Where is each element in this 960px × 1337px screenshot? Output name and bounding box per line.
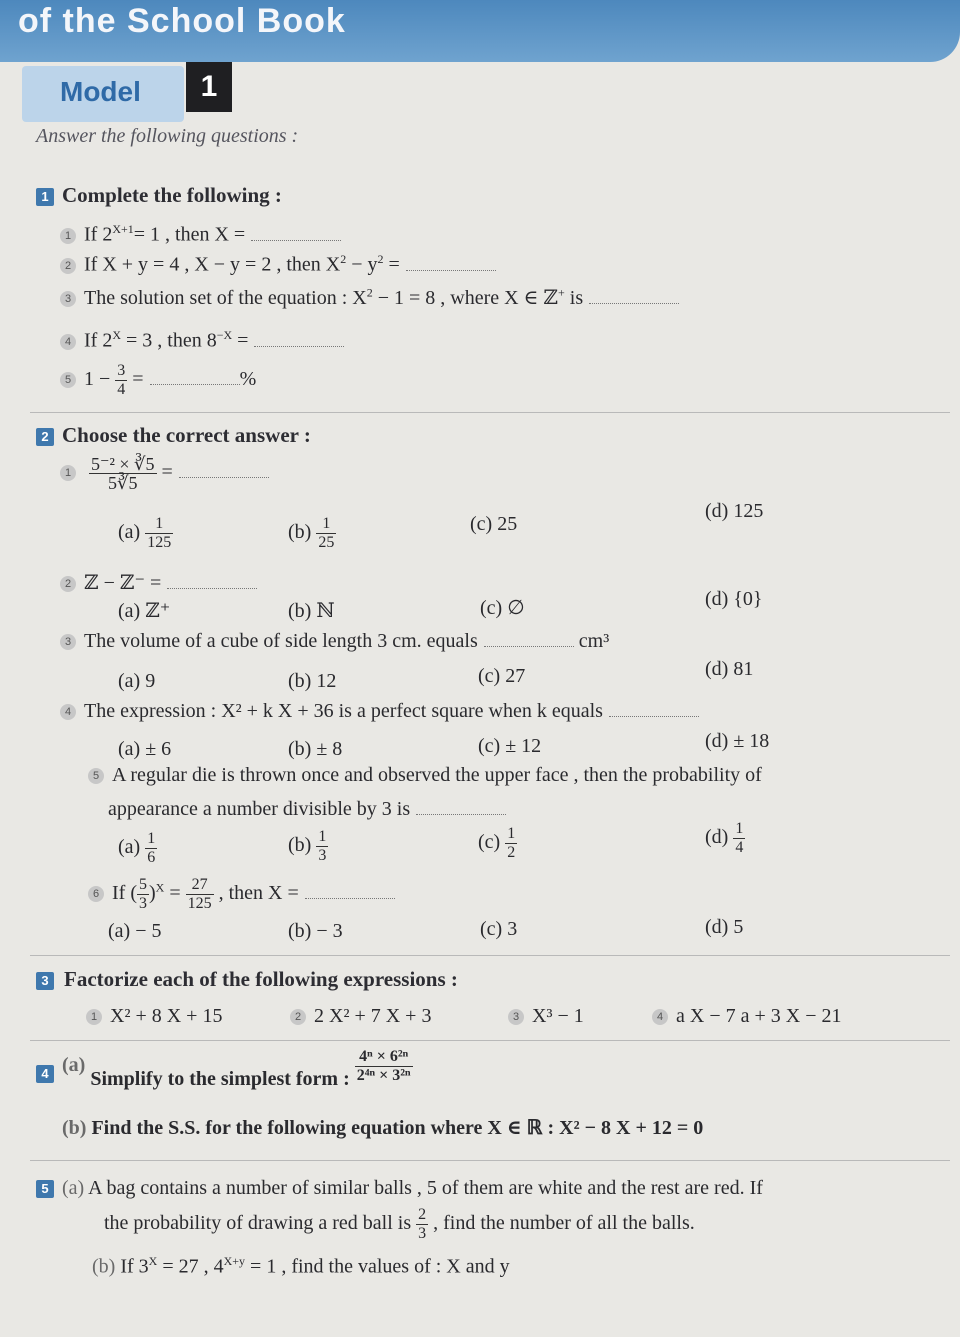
s2-q4-option-c[interactable]: (c) ± 12: [478, 735, 542, 757]
s2-q4-option-b[interactable]: (b) ± 8: [288, 738, 343, 760]
banner-text: of the School Book: [18, 2, 346, 40]
question-number-icon: 1: [60, 465, 76, 481]
s2-q5-option-b[interactable]: (b) $\frac{1}{3}$: [288, 828, 327, 864]
s2-q4-option-a[interactable]: (a) ± 6: [118, 738, 172, 760]
s1-question-1: 1 If $2^{X+1}= 1$ , then X =: [60, 222, 341, 247]
s2-q5-option-d[interactable]: (d) $\frac{1}{4}$: [705, 820, 744, 856]
question-number-icon: 1: [86, 1009, 102, 1025]
divider: [30, 955, 950, 956]
s2-q2-option-c[interactable]: (c) ∅: [480, 597, 525, 619]
model-label: Model: [60, 76, 141, 107]
divider: [30, 1160, 950, 1161]
s2-q6-option-a[interactable]: (a) − 5: [108, 920, 162, 942]
s2-q3-option-d[interactable]: (d) 81: [705, 658, 754, 680]
divider: [30, 412, 950, 413]
s2-question-2: 2 ℤ − ℤ⁻ =: [60, 570, 257, 595]
s4-part-a: (a) Simplify to the simplest form : $\frac{\text{4ⁿ × 6²ⁿ}}{\text{2⁴ⁿ × 3²ⁿ}}$: [62, 1048, 411, 1091]
s1-question-5: 5 1 − $\frac{3}{4}$ = %: [60, 362, 256, 399]
question-number-icon: 1: [60, 228, 76, 244]
question-number-icon: 4: [652, 1009, 668, 1025]
s2-q6-option-c[interactable]: (c) 3: [480, 918, 518, 940]
section-3-number: 3: [36, 972, 54, 990]
s2-q3-option-b[interactable]: (b) 12: [288, 670, 337, 692]
question-number-icon: 3: [60, 291, 76, 307]
s1-question-2: 2 If X + y = 4 , X − y = 2 , then $X^2 - y^2$ =: [60, 252, 496, 277]
s2-q3-option-a[interactable]: (a) 9: [118, 670, 156, 692]
s2-question-1: 1 $\frac{\text{5⁻² × ∛5}}{5∛5}$ =: [60, 455, 269, 492]
s2-q1-option-c[interactable]: (c) 25: [470, 513, 518, 535]
s2-q1-option-a[interactable]: (a) $\frac{1}{125}$: [118, 515, 172, 551]
s2-q1-option-d[interactable]: (d) 125: [705, 500, 764, 522]
s4-part-b: (b) Find the S.S. for the following equation where X ∈ ℝ : X² − 8 X + 12 = 0: [62, 1117, 704, 1139]
s2-question-4: 4 The expression : X² + k X + 36 is a perfect square when k equals: [60, 700, 699, 723]
s2-q5-option-a[interactable]: (a) $\frac{1}{6}$: [118, 830, 156, 866]
s3-item-1: 1 X² + 8 X + 15: [86, 1005, 222, 1028]
s3-item-2: 2 2 X² + 7 X + 3: [290, 1005, 431, 1028]
divider: [30, 1040, 950, 1041]
instruction: Answer the following questions :: [36, 125, 299, 147]
s5-part-a-line-1: (a) A bag contains a number of similar balls , 5 of them are white and the rest are red. If: [62, 1177, 763, 1199]
s5-part-a-line-2: the probability of drawing a red ball is $\frac{2}{3}$ , find the number of all the balls.: [104, 1206, 695, 1242]
s2-q2-option-b[interactable]: (b) ℕ: [288, 600, 335, 622]
s1-question-3: 3 The solution set of the equation : $X^2 - 1 = 8$ , where X ∈ ℤ+ is: [60, 285, 679, 310]
question-number-icon: 2: [60, 258, 76, 274]
s5-part-b: (b) If $3^X = 27$ , $4^{X+y} = 1$ , find the values of : X and y: [92, 1254, 510, 1278]
s2-q2-option-a[interactable]: (a) ℤ⁺: [118, 600, 171, 622]
section-1-title: Complete the following :: [62, 183, 282, 207]
section-3-title: Factorize each of the following expressions :: [64, 967, 458, 991]
s2-q4-option-d[interactable]: (d) ± 18: [705, 730, 770, 752]
s3-item-4: 4 a X − 7 a + 3 X − 21: [652, 1005, 841, 1028]
section-1-number: 1: [36, 188, 54, 206]
section-5-number: 5: [36, 1180, 54, 1198]
section-2-number: 2: [36, 428, 54, 446]
model-tag: [22, 66, 184, 122]
question-number-icon: 4: [60, 334, 76, 350]
model-number: 1: [186, 62, 232, 112]
question-number-icon: 4: [60, 704, 76, 720]
s2-q2-option-d[interactable]: (d) {0}: [705, 588, 763, 610]
question-number-icon: 5: [60, 372, 76, 388]
section-4-number: 4: [36, 1065, 54, 1083]
s2-question-3: 3 The volume of a cube of side length 3 cm. equals cm³: [60, 630, 609, 653]
s3-item-3: 3 X³ − 1: [508, 1005, 584, 1028]
s2-question-5: 5 A regular die is thrown once and observed the upper face , then the probability of: [88, 764, 762, 787]
s2-q5-option-c[interactable]: (c) $\frac{1}{2}$: [478, 825, 516, 861]
s2-q6-option-b[interactable]: (b) − 3: [288, 920, 343, 942]
book-banner: [0, 0, 960, 62]
question-number-icon: 2: [290, 1009, 306, 1025]
s1-question-4: 4 If $2^X = 3$ , then $8^{-X}$ =: [60, 328, 344, 353]
question-number-icon: 2: [60, 576, 76, 592]
question-number-icon: 3: [60, 634, 76, 650]
question-number-icon: 3: [508, 1009, 524, 1025]
s2-question-5-cont: appearance a number divisible by 3 is: [108, 798, 506, 821]
s2-q3-option-c[interactable]: (c) 27: [478, 665, 526, 687]
s2-q6-option-d[interactable]: (d) 5: [705, 916, 744, 938]
s2-question-6: 6 If ( $\frac{5}{3}$ )$^X$ = $\frac{27}{125}$ , then X =: [88, 876, 395, 913]
s2-q1-option-b[interactable]: (b) $\frac{1}{25}$: [288, 515, 335, 551]
question-number-icon: 5: [88, 768, 104, 784]
section-2-title: Choose the correct answer :: [62, 423, 311, 447]
question-number-icon: 6: [88, 886, 104, 902]
